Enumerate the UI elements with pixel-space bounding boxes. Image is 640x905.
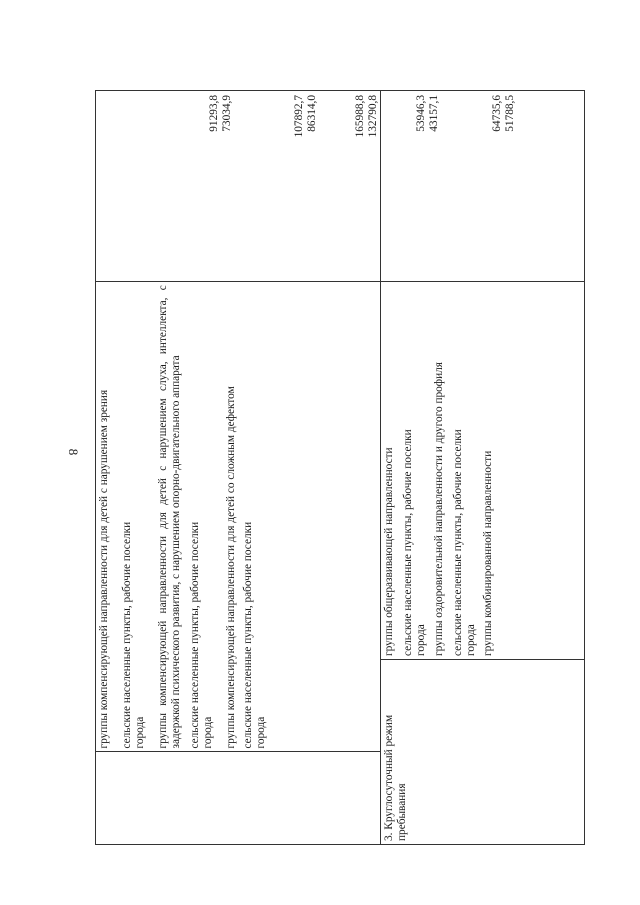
values-cell	[96, 91, 381, 282]
row-text: сельские населенные пункты, рабочие поселки	[242, 521, 254, 749]
table-row-continuation	[96, 91, 381, 845]
row-text: города	[134, 716, 146, 749]
description-cell	[381, 282, 585, 660]
category-cell	[381, 660, 585, 845]
row-text: города	[415, 624, 427, 656]
row-text: города	[255, 716, 267, 749]
value: 132790,8	[367, 95, 379, 138]
row-text: сельские населенные пункты, рабочие поселки	[452, 429, 464, 656]
row-text: сельские населенные пункты, рабочие поселки	[121, 521, 133, 749]
row-text: группы общеразвивающей направленности	[383, 447, 395, 656]
value: 64735,6	[491, 95, 503, 132]
row-text: группы компенсирующей направленности для детей с нарушением зрения	[98, 389, 110, 749]
value: 86314,0	[306, 95, 318, 132]
value: 43157,1	[428, 95, 440, 132]
row-text: группы оздоровительной направленности и другого профиля	[433, 362, 445, 656]
row-text: сельские населенные пункты, рабочие поселки	[189, 521, 201, 749]
row-text: группы компенсирующей направленности для детей со сложным дефектом	[225, 386, 237, 749]
funding-table	[95, 90, 585, 845]
row-text: города	[465, 624, 477, 656]
row-text: группы комбинированной направленности	[482, 450, 494, 656]
page-number: 8	[66, 448, 81, 456]
table-row-category	[381, 91, 585, 845]
values-cell	[381, 91, 585, 282]
category-cell-empty	[96, 752, 381, 845]
description-cell	[96, 282, 381, 752]
value: 53946,3	[415, 95, 427, 132]
row-text: города	[202, 716, 214, 749]
value: 165988,8	[354, 95, 366, 138]
value: 107892,7	[293, 95, 305, 138]
value: 51788,5	[504, 95, 516, 132]
row-text: сельские населенные пункты, рабочие поселки	[402, 429, 414, 656]
value: 73034,9	[221, 95, 233, 132]
category-label: 3. Круглосуточный режим пребывания	[383, 714, 408, 841]
row-text: группы компенсирующей направленности для детей с нарушением слуха, интеллекта, с задержкой психического развития, с нарушением опорно-двигательного аппарата	[157, 285, 182, 749]
rotated-table-container	[95, 90, 584, 845]
value: 91293,8	[208, 95, 220, 132]
